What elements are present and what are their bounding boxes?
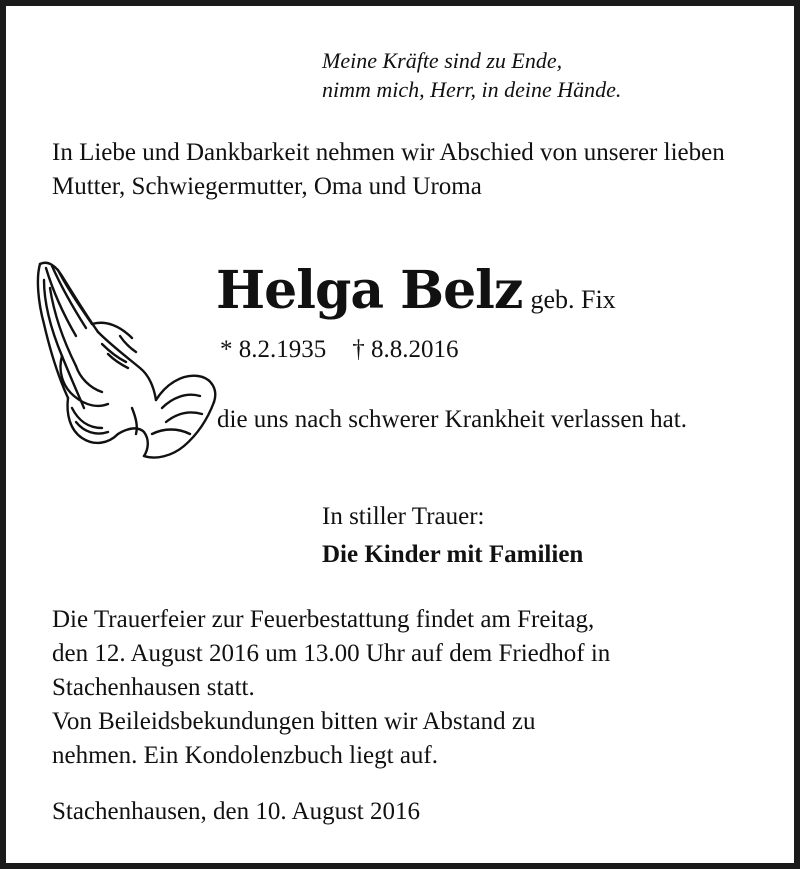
passed-away-text: die uns nach schwerer Krankheit verlassen hat. bbox=[217, 406, 687, 433]
motto-line-2: nimm mich, Herr, in deine Hände. bbox=[322, 77, 622, 102]
funeral-notice bbox=[52, 603, 772, 773]
mourners-signature: Die Kinder mit Familien bbox=[322, 541, 584, 568]
maiden-name: geb. Fix bbox=[530, 285, 616, 314]
funeral-notice-line-3: Stachenhausen statt. bbox=[52, 674, 255, 701]
funeral-notice-line-4: Von Beileidsbekundungen bitten wir Abstand zu bbox=[52, 708, 536, 735]
mourning-label: In stiller Trauer: bbox=[322, 503, 485, 530]
life-dates bbox=[220, 336, 459, 364]
funeral-notice-line-1: Die Trauerfeier zur Feuerbestattung findet am Freitag, bbox=[52, 606, 595, 633]
funeral-notice-line-5: nehmen. Ein Kondolenzbuch liegt auf. bbox=[52, 742, 438, 769]
birth-date: * 8.2.1935 bbox=[220, 336, 327, 363]
deceased-name: Helga Belz bbox=[216, 260, 523, 321]
deceased-name-line bbox=[216, 260, 616, 321]
motto-line-1: Meine Kräfte sind zu Ende, bbox=[322, 48, 563, 73]
death-date: † 8.8.2016 bbox=[352, 336, 459, 363]
praying-hands-icon bbox=[32, 258, 222, 466]
motto-verse bbox=[322, 46, 621, 104]
funeral-notice-line-2: den 12. August 2016 um 13.00 Uhr auf dem Friedhof in bbox=[52, 640, 611, 667]
place-and-date: Stachenhausen, den 10. August 2016 bbox=[52, 798, 421, 825]
intro-text: In Liebe und Dankbarkeit nehmen wir Abschied von unserer lieben Mutter, Schwiegermutter, Oma und Uroma bbox=[52, 139, 725, 200]
